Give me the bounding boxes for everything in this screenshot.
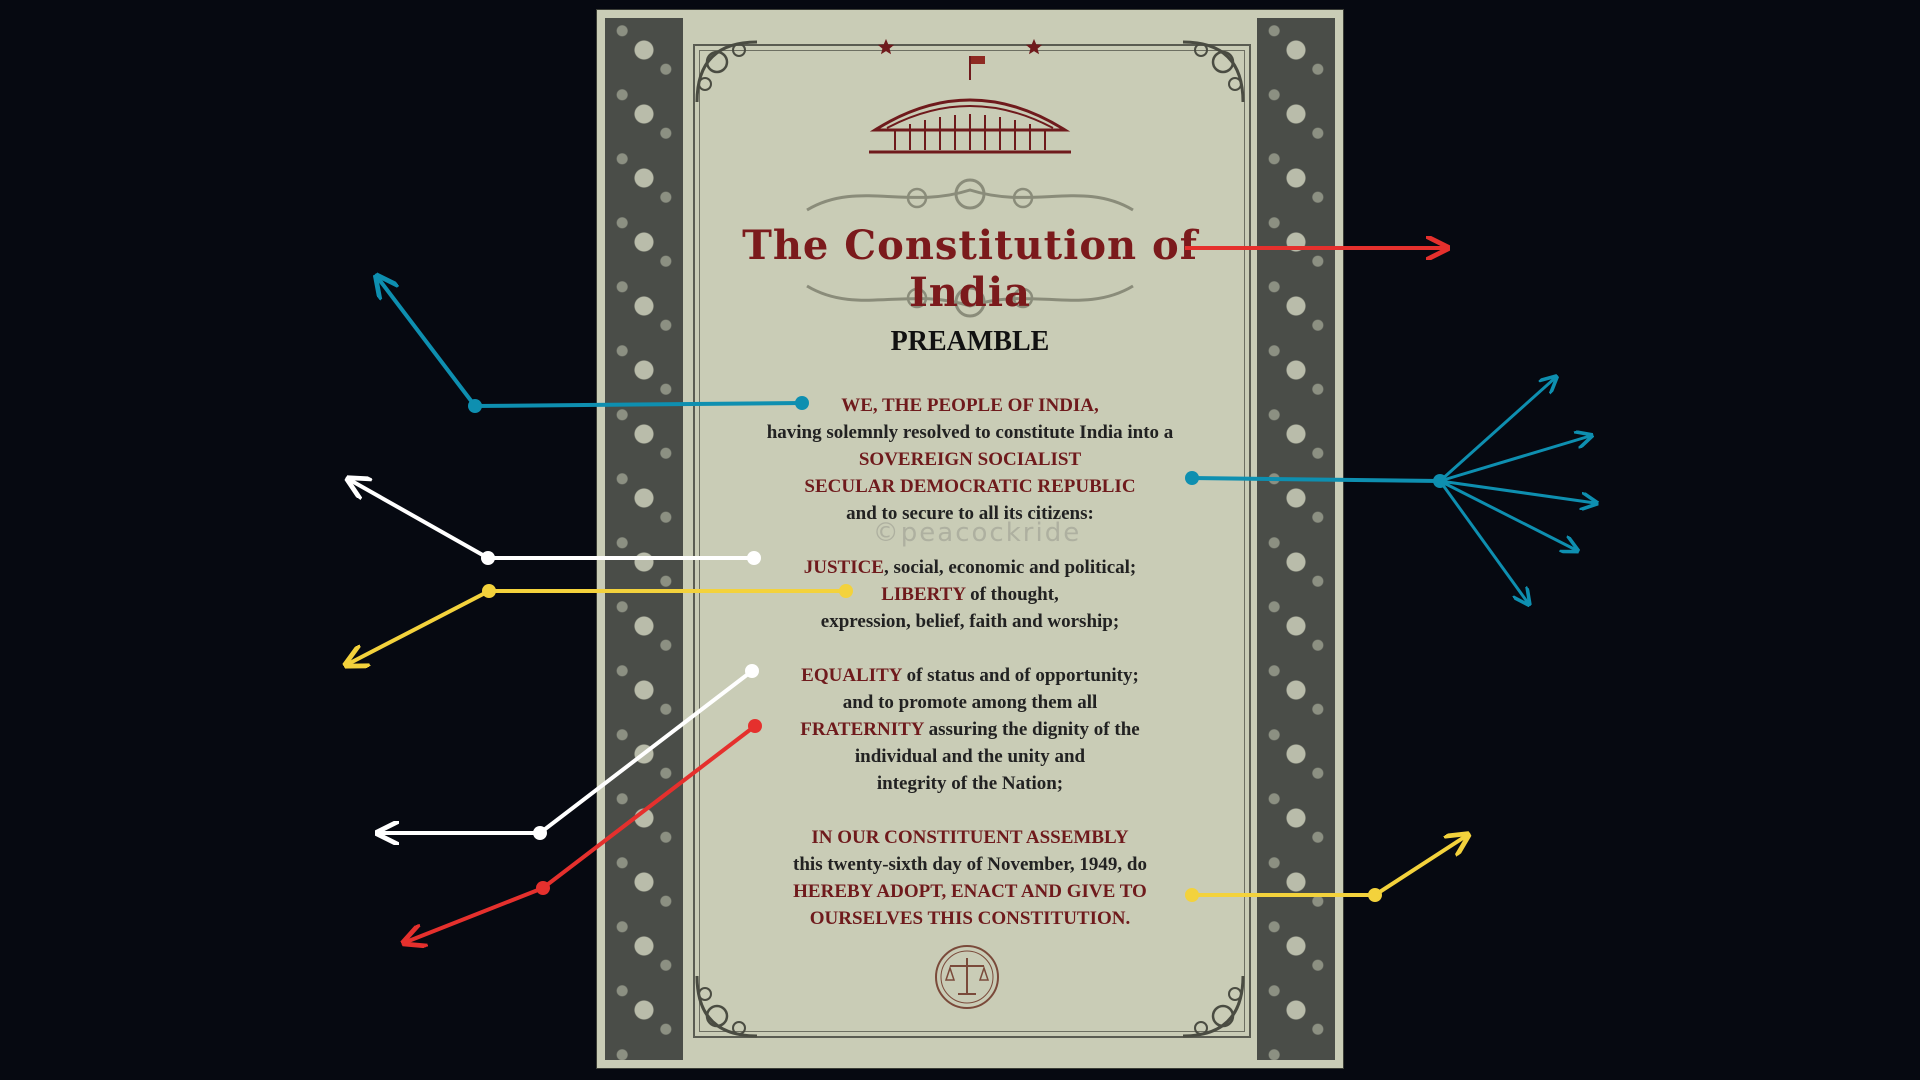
- preamble-line: HEREBY ADOPT, ENACT AND GIVE TO: [793, 881, 1147, 902]
- watermark: ©peacockride: [872, 518, 1082, 548]
- annotation-arrow-justice: [350, 480, 761, 565]
- preamble-line: OURSELVES THIS CONSTITUTION.: [809, 908, 1131, 929]
- annotation-arrow-people: [378, 278, 809, 413]
- document-title: The Constitution of India: [742, 222, 1198, 316]
- preamble-line: SECULAR DEMOCRATIC REPUBLIC: [804, 476, 1136, 497]
- preamble-line: and to secure to all its citizens:: [846, 503, 1094, 524]
- preamble-line: integrity of the Nation;: [876, 773, 1064, 794]
- fraternity-text: assuring the dignity of the: [923, 719, 1140, 740]
- liberty-text: of thought,: [965, 584, 1059, 605]
- keyword-liberty: LIBERTY: [881, 584, 966, 605]
- preamble-line: IN OUR CONSTITUENT ASSEMBLY: [811, 827, 1129, 848]
- preamble-line: having solemnly resolved to constitute India into a: [766, 422, 1174, 443]
- preamble-line: SOVEREIGN SOCIALIST: [858, 449, 1082, 470]
- preamble-line: and to promote among them all: [842, 692, 1098, 713]
- annotation-fan-republic: [1185, 378, 1595, 603]
- keyword-fraternity: FRATERNITY: [800, 719, 924, 740]
- justice-text: , social, economic and political;: [883, 557, 1137, 578]
- keyword-justice: JUSTICE: [803, 557, 884, 578]
- annotation-arrow-fraternity: [406, 719, 762, 942]
- annotation-arrow-liberty: [348, 584, 853, 664]
- keyword-equality: EQUALITY: [801, 665, 902, 686]
- preamble-line: individual and the unity and: [854, 746, 1086, 767]
- annotation-arrow-adoption: [1185, 836, 1466, 902]
- preamble-heading: PREAMBLE: [890, 326, 1050, 357]
- preamble-line: this twenty-sixth day of November, 1949, do: [793, 854, 1147, 875]
- preamble-line: expression, belief, faith and worship;: [820, 611, 1120, 632]
- preamble-line: WE, THE PEOPLE OF INDIA,: [841, 395, 1099, 416]
- equality-text: of status and of opportunity;: [901, 665, 1139, 686]
- annotation-arrow-equality: [380, 664, 759, 840]
